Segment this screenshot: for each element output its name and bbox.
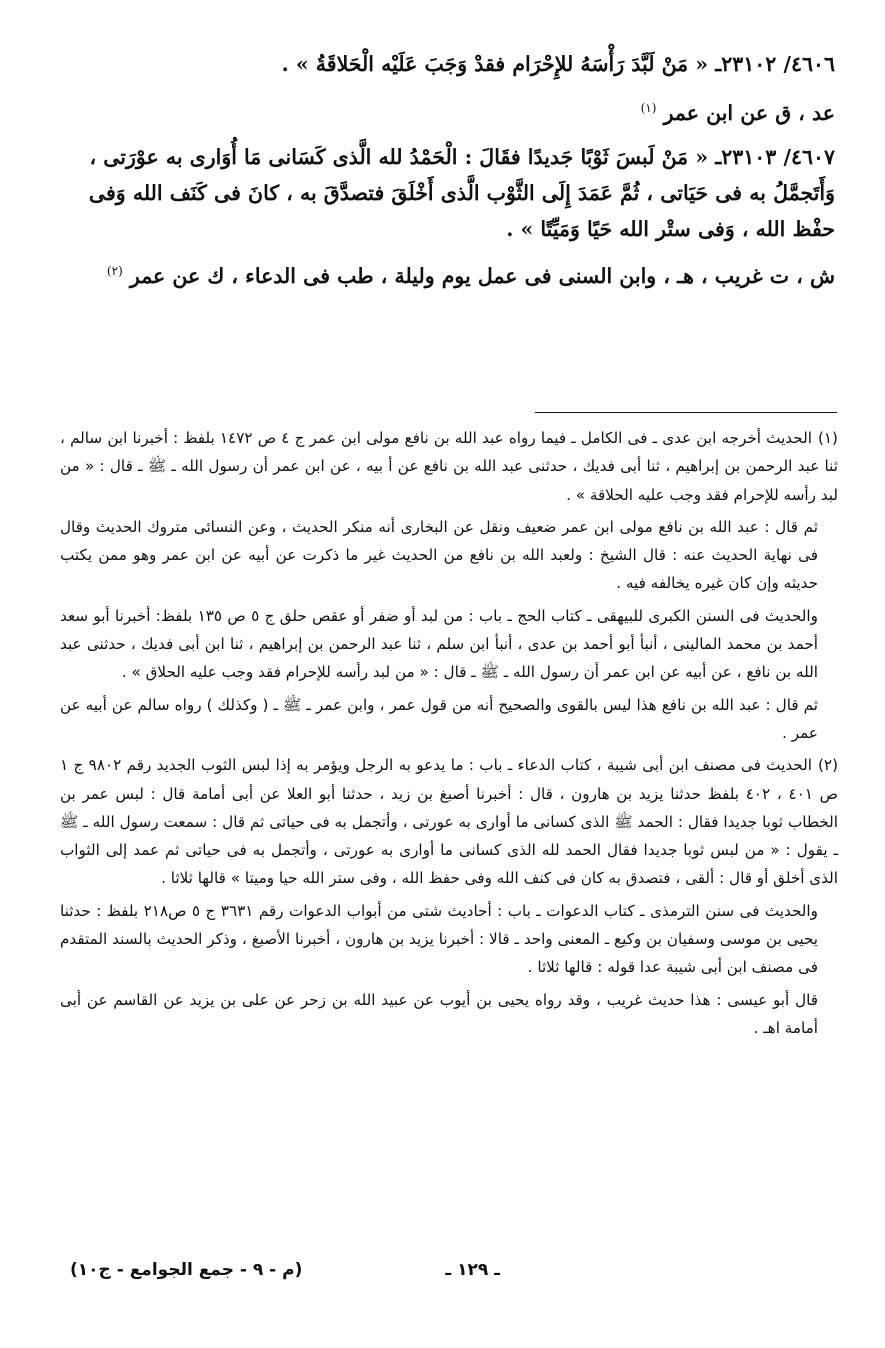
footnote-ref-2[interactable]: (٢) [106, 263, 123, 278]
footnote-2-para-1 [60, 751, 838, 892]
footnote-1-number: (١) [817, 429, 838, 447]
footnote-1-para-1 [60, 424, 838, 509]
page-number: ـ ١٢٩ ـ [445, 1260, 500, 1280]
footnote-1-para-2-text: ثم قال : عبد الله بن نافع مولى ابن عمر ضعيف ونقل عن البخارى أنه منكر الحديث ، وعن النسائى متروك الحديث وقال فى نهاية الحديث عنه : قال الشيخ : ولعبد الله بن نافع من الحديث غير ما ذكرت عن أبيه عن ابن عمر وهو ممن يكتب حديثه وإن كان غيره يخالفه فيه . [60, 517, 818, 593]
hadith-4606-source [55, 90, 835, 131]
hadith-4607-text: ٤٦٠٧/ ٢٣١٠٣ـ « مَنْ لَبسَ ثَوْبًا جَديدًا فقَالَ : الْحَمْدُ لله الَّذى كَسَانى مَا أُوَارى به عوْرَتى ، وَأَتَجمَّلُ به فى حَيَاتى ، ثُمَّ عَمَدَ إِلَى الثَّوْب الَّذى أَخْلَقَ فتصدَّقَ به ، كانَ فى كَنَف الله وَفى حفْظ الله ، وَفى ستْر الله حَيًا وَمَيِّتًا » . [88, 144, 835, 241]
footnote-ref-1[interactable]: (١) [640, 101, 657, 115]
footnote-1-para-1-text: الحديث أخرجه ابن عدى ـ فى الكامل ـ فيما رواه عبد الله بن نافع مولى ابن عمر ج ٤ ص ١٤٧٢ بلفظ : أخبرنا ابن سالم ، ثنا عبد الرحمن بن إبراهيم ، ثنا أبى فديك ، حدثنى عبد الله بن نافع عن أ بيه ، عن ابن عمر أن رسول الله ـ ﷺ ـ قال : « من لبد رأسه للإحرام فقد وجب عليه الحلاقة » . [60, 429, 838, 504]
footnote-1-para-4-text: ثم قال : عبد الله بن نافع هذا ليس بالقوى والصحيح أنه من قول عمر ، وابن عمر ـ ﷺ ـ ( وكذلك ) رواه سالم عن أبيه عن عمر . [60, 695, 818, 742]
volume-label: (م - ٩ - جمع الجوامع - ج١٠) [70, 1260, 303, 1280]
footnote-1-para-2 [60, 513, 838, 598]
footnote-2-para-2 [60, 897, 838, 982]
footnote-2-number: (٢) [817, 756, 838, 775]
footnote-2-para-2-text: والحديث فى سنن الترمذى ـ كتاب الدعوات ـ باب : أحاديث شتى من أبواب الدعوات رقم ٣٦٣١ ج ٥ ص٢١٨ بلفظ : حدثنا يحيى بن موسى وسفيان بن وكيع ـ المعنى واحد ـ قالا : أخبرنا يزيد بن هارون ، أخبرنا الأصبغ ، وذكر الحديث بالسند المتقدم فى مصنف ابن أبى شيبة عدا قوله : قالها ثلاثا . [60, 901, 818, 977]
footnote-2-para-1-text: الحديث فى مصنف ابن أبى شيبة ، كتاب الدعاء ـ باب : ما يدعو به الرجل ويؤمر به إذا لبس الثوب الجديد رقم ٩٨٠٢ ج ١ ص ٤٠١ ، ٤٠٢ بلفظ حدثنا يزيد بن هارون ، قال : أخبرنا أصبغ بن زيد ، حدثنا أبو العلا عن أبى أمامة قال : لبس عمر بن الخطاب ثوبا جديدا فقال : الحمد ﷺ الذى كسانى ما أوارى به عورتى ، وأتجمل به فى حياتى ثم قال : سمعت رسول الله ـ ﷺ ـ يقول : « من لبس ثوبا جديدا فقال الحمد لله الذى كسانى ما أوارى به عورتى ، وأتجمل به فى حياتى ثم عمد إلى الثواب الذى أخلق أو قال : ألقى ، فتصدق به كان فى كنف الله وفى حفظ الله ، وفى ستر الله حيا وميتا » قالها ثلاثا . [60, 756, 838, 888]
main-hadith-section [55, 46, 835, 302]
hadith-4607-source-text: ش ، ت غريب ، هـ ، وابن السنى فى عمل يوم وليلة ، طب فى الدعاء ، ك عن عمر [129, 263, 835, 288]
footnote-2-para-3-text: قال أبو عيسى : هذا حديث غريب ، وقد رواه يحيى بن أيوب عن عبيد الله بن زحر عن على بن يزيد عن القاسم عن أبى أمامة اهـ . [60, 990, 818, 1037]
footnote-1-para-4 [60, 691, 838, 748]
footnote-divider [535, 412, 837, 413]
footnotes-section [60, 424, 838, 1046]
footnote-1-para-3-text: والحديث فى السنن الكبرى للبيهقى ـ كتاب الحج ـ باب : من لبد أو ضفر أو عقص حلق ج ٥ ص ١٣٥ بلفظ: أخبرنا أبو سعد أحمد بن محمد المالينى ، أنبأ أبو أحمد بن عدى ، أنبأ ابن سلم ، ثنا عبد الرحمن بن إبراهيم ، ثنا ابن أبى فديك ، حدثنى عبد الله بن نافع ، عن أبيه عن ابن عمر أن رسول الله ـ ﷺ ـ قال : « من لبد رأسه للإحرام فقد وجب عليه الحلاق » . [60, 606, 818, 682]
hadith-4606-text: ٤٦٠٦/ ٢٣١٠٢ـ « مَنْ لَبَّدَ رَأْسَهُ للإِحْرَام فقدْ وَجَبَ عَلَيْه الْحَلاقَةُ » . [281, 52, 835, 76]
footnote-1-para-3 [60, 602, 838, 687]
hadith-4606-source-text: عد ، ق عن ابن عمر [663, 100, 835, 125]
hadith-4607-source [55, 253, 835, 294]
hadith-4607 [55, 139, 835, 247]
page-footer [70, 1260, 830, 1292]
footnote-2-para-3 [60, 986, 838, 1043]
hadith-4606 [55, 46, 835, 82]
